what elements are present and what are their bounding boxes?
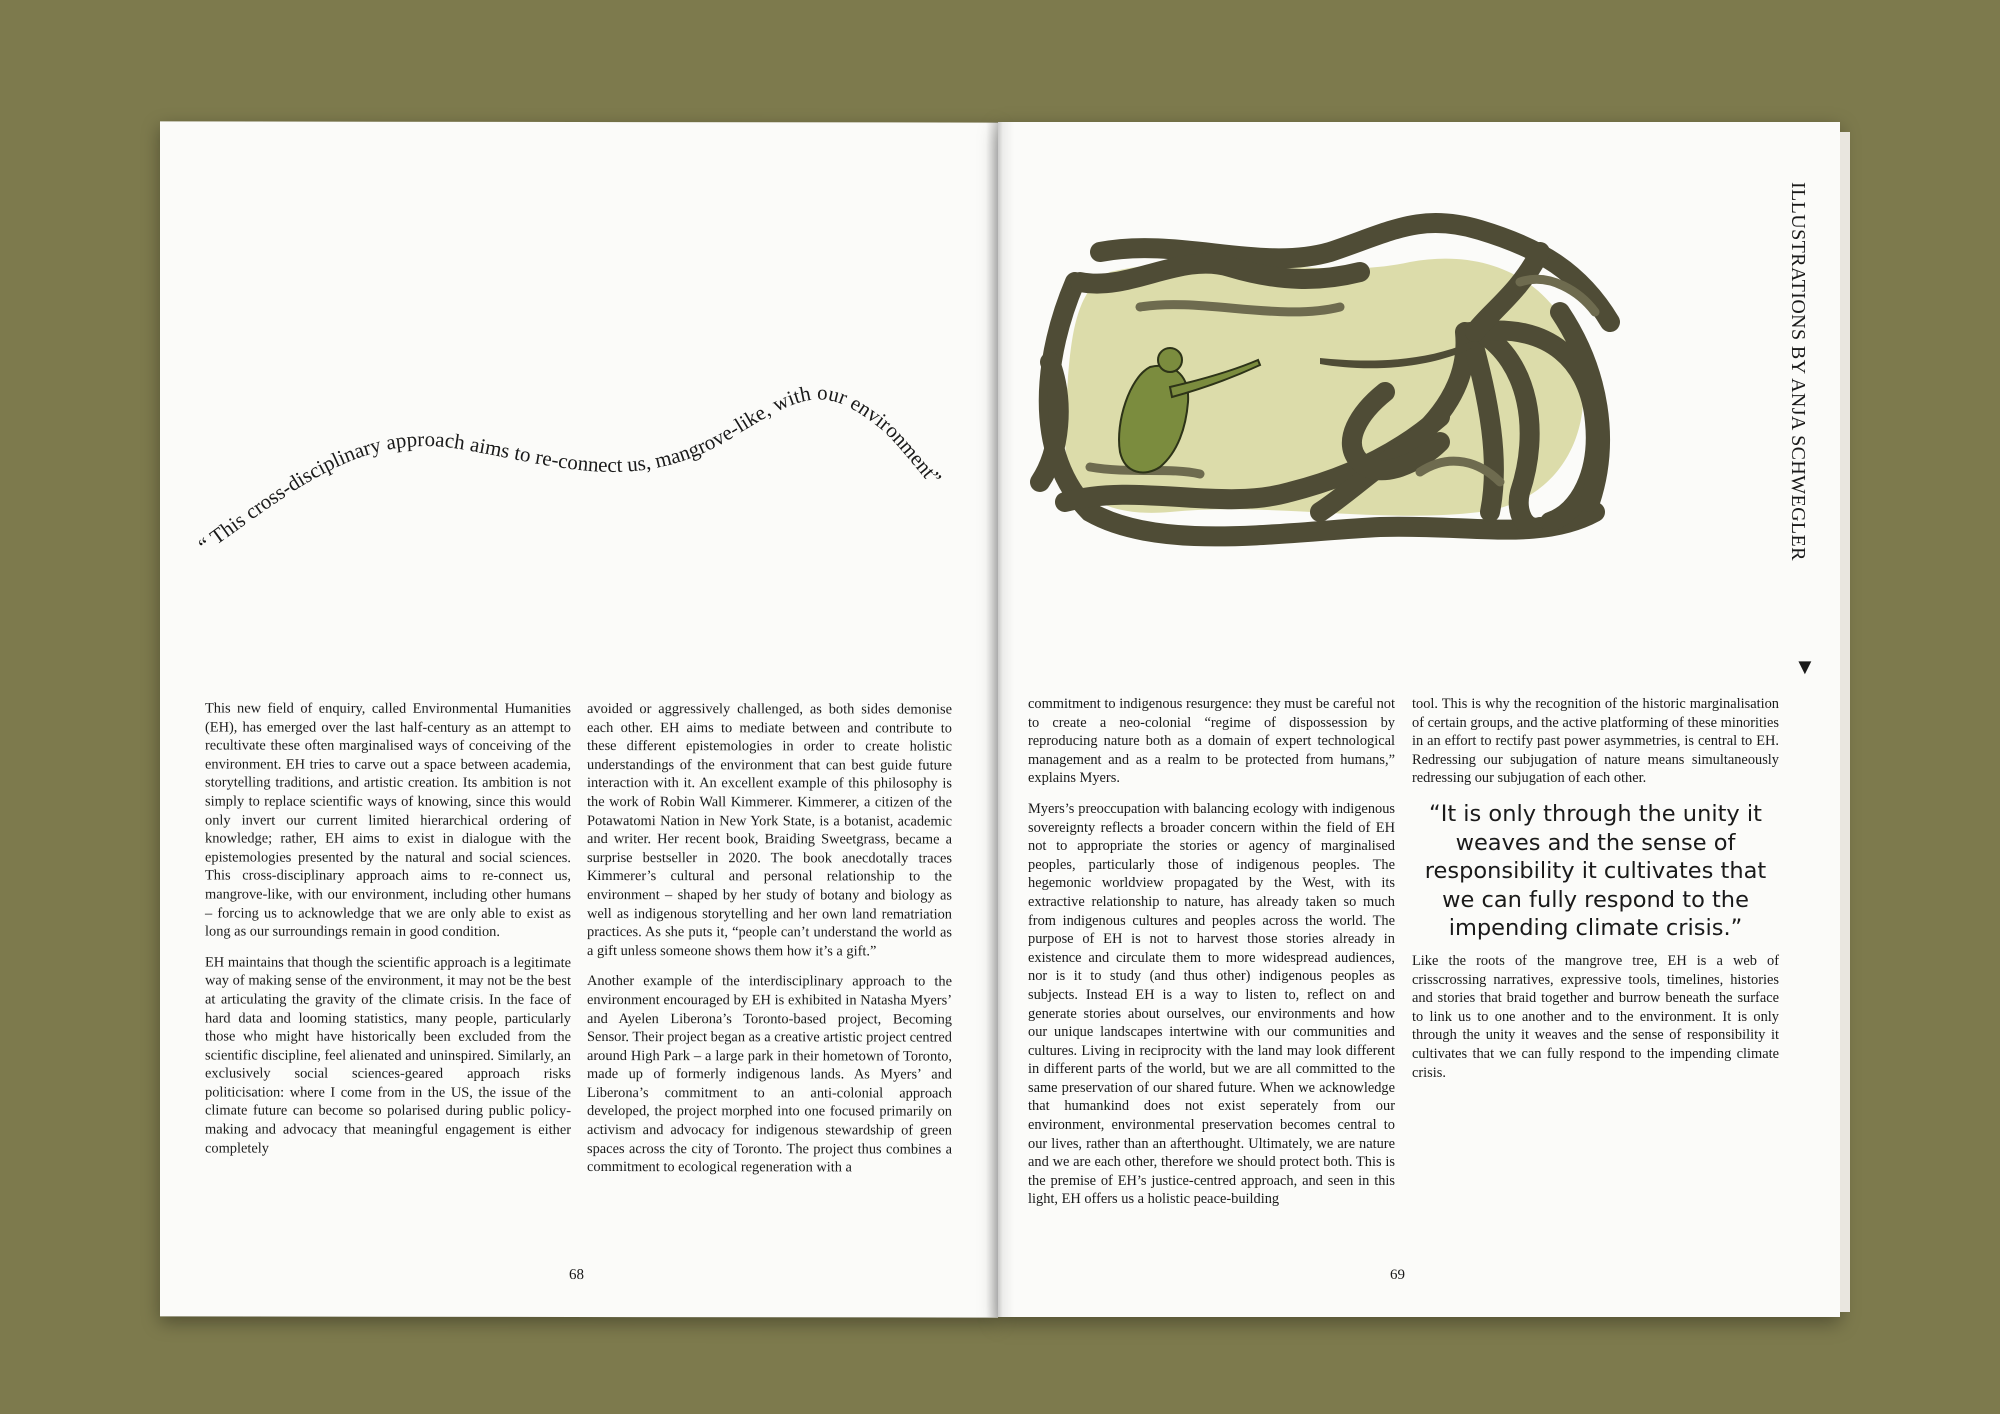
triangle-down-icon: ▼ bbox=[1794, 654, 1816, 679]
right-page-column-2-continued bbox=[1412, 952, 1779, 1094]
paragraph: Myers’s preoccupation with balancing ecology with indigenous sovereignty reflects a broader concern within the field of EH not to appropriate the stories or agency of marginalised peoples, particularly those of indigenous peoples. The hegemonic worldview propagated by the West, with its extractive relationship to nature, has already taken so much from indigenous cultures and peoples across the world. The purpose of EH is not to harvest those stories already in existence and circulate them to more widespread audiences, nor is it to study (and thus other) indigenous peoples as subjects. Instead EH is a way to listen to, reflect on and generate stories about ourselves, our environments and how our unique landscapes intertwine with our communities and cultures. Living in reciprocity with the land may look different in different parts of the world, but we are all committed to the same preservation of our shared future. When we acknowledge that humankind does not exist seperately from our environment, environmental preservation becomes central to our lives, rather than an afterthought. Ultimately, we are nature and we are each other, therefore we should protect both. This is the premise of EH’s justice-centred approach, and seen in this light, EH offers us a holistic peace-building bbox=[1028, 800, 1395, 1208]
svg-text:“ This cross-disciplinary appr: “ This cross-disciplinary approach aims to re-connect us, mangrove-like, with our environment” bbox=[193, 380, 947, 558]
left-page-column-2 bbox=[587, 700, 952, 1189]
spine-gutter bbox=[986, 122, 1014, 1317]
paragraph: Like the roots of the mangrove tree, EH is a web of crisscrossing narratives, expressive tools, timelines, histories and stories that braid together and burrow beneath the surface to link us to one another and to the environment. It is only through the unity it weaves and the sense of responsibility it cultivates that we can fully respond to the impending climate crisis. bbox=[1412, 953, 1779, 1081]
left-page-column-1 bbox=[205, 699, 571, 1170]
credit-text: ILLUSTRATIONS BY ANJA SCHWEGLER bbox=[1787, 182, 1809, 561]
paragraph: Another example of the interdisciplinary approach to the environment encouraged by EH is exhibited in Natasha Myers’ and Ayelen Liberona’s Toronto-based project, Becoming Sensor. Their project began as a creative artistic project centred around High Park – a large park in their hometown of Toronto, made up of formerly indigenous lands. As Myers’ and Liberona’s commitment to an anti-colonial approach developed, the project morphed into one focused primarily on activism and advocacy for indigenous stewardship of green spaces across the city of Toronto. The project thus combines a commitment to ecological regeneration with a bbox=[587, 973, 952, 1176]
page-edge bbox=[1840, 132, 1850, 1312]
right-page-column-2 bbox=[1412, 695, 1779, 800]
magazine-spread bbox=[160, 122, 1840, 1317]
paragraph: EH maintains that though the scientific approach is a legitimate way of making sense of the environment, it may not be the best at articulating the gravity of the climate crisis. In the face of hard data and looming statistics, many people, particularly those who might have historically been excluded from the scientific discipline, feel alienated and uninspired. Similarly, an exclusively social sciences-geared approach risks politicisation: where I come from in the US, the issue of the climate future can become so polarised during public policy-making and advocacy that meaningful engagement is either completely bbox=[205, 954, 571, 1157]
right-page-column-1 bbox=[1028, 695, 1395, 1221]
page-number-left: 68 bbox=[569, 1266, 584, 1284]
pull-quote: “It is only through the unity it weaves and the sense of responsibility it cultivates that we can fully respond to the impending climate crisis.” bbox=[1424, 801, 1767, 942]
paragraph: avoided or aggressively challenged, as both sides demonise each other. EH aims to mediate between and contribute to these different epistemologies in order to create holistic understandings of the environment that can best guide future interaction with it. An excellent example of this philosophy is the work of Robin Wall Kimmerer. Kimmerer, a citizen of the Potawatomi Nation in New York State, is a botanist, academic and writer. Her recent book, Braiding Sweetgrass, became a surprise bestseller in 2020. The book anecdotally traces Kimmerer’s cultural and personal relationship to the environment – shaped by her study of botany and biology as well as indigenous storytelling and her own land rematriation practices. As she puts it, “people can’t understand the world as a gift unless someone shows them how it’s a gift.” bbox=[587, 701, 952, 960]
paragraph: commitment to indigenous resurgence: they must be careful not to create a neo-colonial “regime of dispossession by reproducing nature both as a domain of expert technological management and as a realm to be protected from humans,” explains Myers. bbox=[1028, 696, 1395, 787]
illustration-credit bbox=[1786, 182, 1826, 702]
right-page bbox=[998, 122, 1840, 1317]
paragraph: This new field of enquiry, called Environmental Humanities (EH), has emerged over the last half-century as an attempt to recultivate these often marginalised ways of conceiving of the environment. EH tries to carve out a space between academia, storytelling traditions, and artistic creation. Its ambition is not simply to replace scientific ways of knowing, since this would only invert our current limited hierarchical ordering of knowledge; rather, EH aims to exist in dialogue with the epistemologies presented by the natural and social sciences. This cross-disciplinary approach aims to re-connect us, mangrove-like, with our environment, including other humans – forcing us to acknowledge that we are only able to exist as long as our surroundings remain in good condition. bbox=[205, 700, 571, 941]
page-number-right: 69 bbox=[1390, 1267, 1405, 1283]
curved-quote bbox=[185, 281, 985, 582]
left-page bbox=[160, 121, 998, 1317]
mangrove-illustration bbox=[1020, 212, 1625, 552]
paragraph: tool. This is why the recognition of the historic marginalisation of certain groups, and the active platforming of these minorities in an effort to rectify past power asymmetries, is central to EH. Redressing our subjugation of nature means simultaneously redressing our subjugation of each other. bbox=[1412, 696, 1779, 787]
